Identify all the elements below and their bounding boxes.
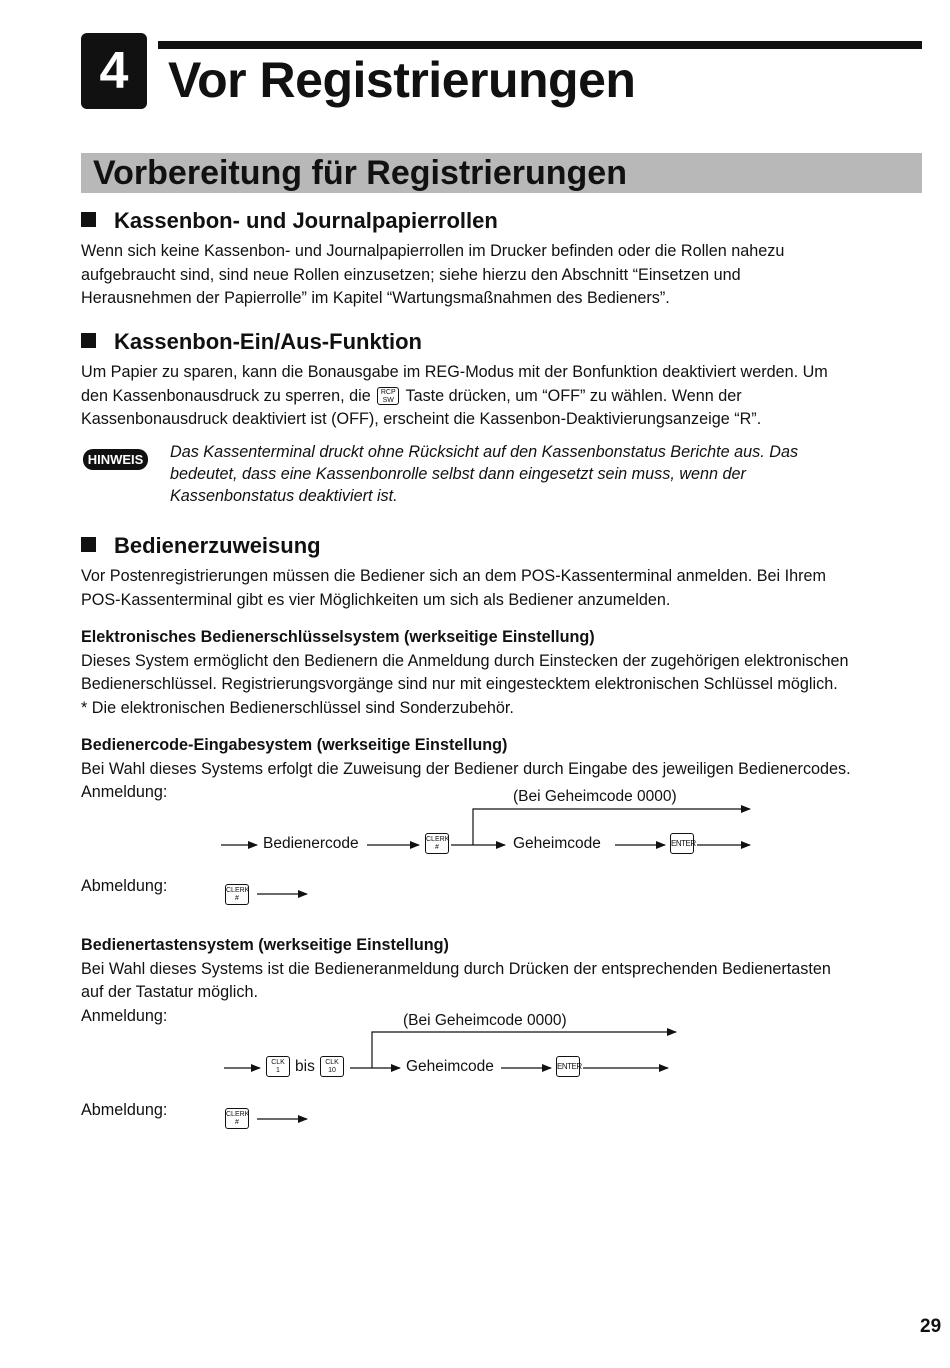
- key-label-bottom: #: [435, 844, 439, 851]
- enter-key-icon: ENTER: [670, 833, 694, 854]
- key-label-top: CLK: [325, 1059, 339, 1066]
- chapter-number-box: 4: [81, 33, 147, 109]
- enter-key-icon: ENTER: [556, 1056, 580, 1077]
- system-heading: Bedienertastensystem (werkseitige Einstellung): [81, 936, 449, 954]
- key-label-bottom: #: [235, 895, 239, 902]
- label-abmeldung: Abmeldung:: [81, 1101, 168, 1119]
- page-number: 29: [920, 1316, 942, 1337]
- system-heading: Elektronisches Bedienerschlüsselsystem (werkseitige Einstellung): [81, 628, 595, 646]
- note-line: Das Kassenterminal druckt ohne Rücksicht auf den Kassenbonstatus Berichte aus. Das: [170, 443, 799, 461]
- label-anmeldung: Anmeldung:: [81, 783, 168, 801]
- system-heading: Bedienercode-Eingabesystem (werkseitige Einstellung): [81, 736, 508, 754]
- key-label-bottom: #: [235, 1119, 239, 1126]
- text-line: Vor Postenregistrierungen müssen die Bediener sich an dem POS-Kassenterminal anmelden. Bei Ihrem: [81, 567, 827, 585]
- diagram-bypass-label: (Bei Geheimcode 0000): [403, 1012, 567, 1029]
- text-line: aufgebraucht sind, sind neue Rollen einzusetzen; siehe hierzu den Abschnitt “Einsetzen und: [81, 265, 741, 284]
- key-label-top: CLERK: [226, 1111, 250, 1118]
- note-line: bedeutet, dass eine Kassenbonrolle selbst dann eingesetzt sein muss, wenn der: [170, 465, 746, 483]
- key-label-top: CLK: [271, 1059, 285, 1066]
- text-span: Taste drücken, um “OFF” zu wählen. Wenn der: [405, 386, 742, 405]
- text-line: Herausnehmen der Papierrolle” im Kapitel “Wartungsmaßnahmen des Bedieners”.: [81, 289, 670, 307]
- key-label-bottom: 10: [328, 1067, 336, 1074]
- key-label-top: CLERK: [426, 836, 450, 843]
- label-anmeldung: Anmeldung:: [81, 1007, 168, 1025]
- text-line: Bei Wahl dieses Systems erfolgt die Zuweisung der Bediener durch Eingabe des jeweiligen Bedienercodes.: [81, 759, 851, 778]
- note-line: Kassenbonstatus deaktiviert ist.: [170, 487, 398, 505]
- text-line: POS-Kassenterminal gibt es vier Möglichkeiten um sich als Bediener anzumelden.: [81, 590, 671, 609]
- text-line: * Die elektronischen Bedienerschlüssel sind Sonderzubehör.: [81, 698, 514, 717]
- key-label-bottom: SW: [382, 397, 394, 405]
- key-label-bottom: 1: [276, 1067, 280, 1074]
- text-line: Kassenbonausdruck deaktiviert ist (OFF), erscheint die Kassenbon-Deaktivierungsanzeige “R”.: [81, 410, 762, 428]
- text-line: Wenn sich keine Kassenbon- und Journalpapierrollen im Drucker befinden oder die Rollen nahezu: [81, 242, 785, 260]
- diagram-bis-label: bis: [295, 1058, 315, 1075]
- section-title: Vorbereitung für Registrierungen: [93, 154, 627, 192]
- key-label-top: CLERK: [226, 887, 250, 894]
- subsection-title: Bedienerzuweisung: [114, 533, 321, 558]
- text-line: Dieses System ermöglicht den Bedienern die Anmeldung durch Einstecken der zugehörigen elektronischen: [81, 651, 849, 670]
- diagram-secret-label: Geheimcode: [513, 835, 601, 852]
- note-badge: HINWEIS: [83, 449, 148, 470]
- diagram-code-label: Bedienercode: [263, 835, 359, 852]
- chapter-title: Vor Registrierungen: [168, 52, 636, 108]
- bypass-arrow: [473, 809, 750, 845]
- key-label-top: RCP: [380, 389, 396, 397]
- text-line: Um Papier zu sparen, kann die Bonausgabe im REG-Modus mit der Bonfunktion deaktiviert werden. Um: [81, 363, 828, 381]
- text-line: Bedienerschlüssel. Registrierungsvorgänge sind nur mit eingestecktem elektronischen Schlüssel möglich.: [81, 675, 838, 693]
- text-line: Bei Wahl dieses Systems ist die Bedieneranmeldung durch Drücken der entsprechenden Bedienertasten: [81, 959, 831, 978]
- diagram-secret-label: Geheimcode: [406, 1058, 494, 1075]
- label-abmeldung: Abmeldung:: [81, 877, 168, 895]
- bypass-arrow: [372, 1032, 676, 1068]
- text-line: auf der Tastatur möglich.: [81, 983, 258, 1001]
- text-span: den Kassenbonausdruck zu sperren, die: [81, 386, 371, 405]
- subsection-title: Kassenbon-Ein/Aus-Funktion: [114, 329, 422, 354]
- subsection-title: Kassenbon- und Journalpapierrollen: [114, 208, 498, 233]
- diagram-bypass-label: (Bei Geheimcode 0000): [513, 788, 677, 805]
